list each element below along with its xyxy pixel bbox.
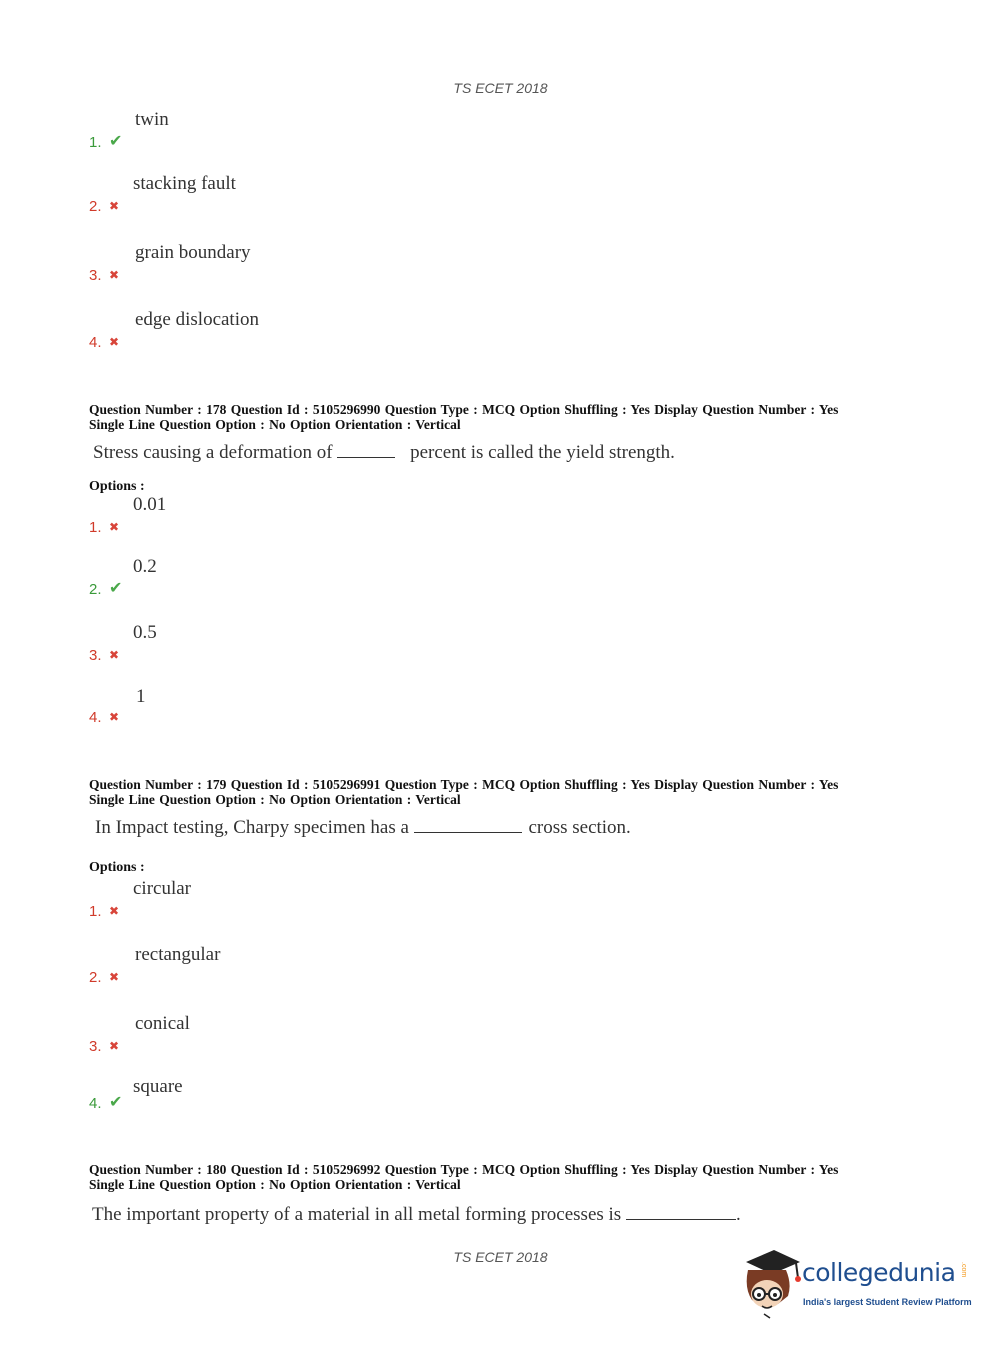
option-number: 1.	[89, 134, 102, 151]
question-text-part1: Stress causing a deformation of	[93, 442, 333, 463]
cross-icon: ✖	[109, 520, 120, 534]
answer-blank	[337, 441, 395, 458]
cross-icon: ✖	[109, 904, 120, 918]
option-text: circular	[133, 878, 192, 899]
cross-icon: ✖	[109, 335, 120, 349]
collegedunia-logo	[740, 1248, 980, 1320]
option-text: edge dislocation	[135, 309, 259, 330]
q178-meta	[89, 402, 919, 432]
page-header: TS ECET 2018	[453, 80, 548, 96]
option-number: 3.	[89, 1038, 102, 1055]
options-label: Options :	[89, 479, 145, 494]
option-number: 3.	[89, 647, 102, 664]
question-text-part2: .	[735, 1204, 741, 1225]
option-number: 2.	[89, 198, 102, 215]
answer-blank	[626, 1203, 736, 1220]
option-number: 1.	[89, 519, 102, 536]
option-text: 0.5	[133, 622, 157, 643]
option-number: 2.	[89, 581, 102, 598]
meta-line-2: Single Line Question Option : No Option Orientation : Vertical	[89, 417, 461, 432]
cross-icon: ✖	[109, 710, 120, 724]
option-number: 4.	[89, 709, 102, 726]
option-text: square	[133, 1076, 183, 1097]
q178-question	[93, 441, 675, 464]
logo-suffix: .com	[960, 1262, 967, 1278]
q180-question	[92, 1203, 741, 1226]
question-text-part2: cross section.	[528, 817, 631, 838]
logo-tagline: India's largest Student Review Platform	[803, 1297, 972, 1307]
question-text-part2: percent is called the yield strength.	[410, 442, 675, 463]
meta-line-1: Question Number : 180 Question Id : 5105296992 Question Type : MCQ Option Shuffling : Yes Display Question Number : Yes	[89, 1162, 839, 1177]
option-number: 3.	[89, 267, 102, 284]
option-number: 1.	[89, 903, 102, 920]
q179-question	[95, 816, 631, 839]
question-text-part1: The important property of a material in all metal forming processes is	[92, 1204, 622, 1225]
options-label: Options :	[89, 860, 145, 875]
option-text: twin	[135, 109, 169, 130]
meta-line-2: Single Line Question Option : No Option Orientation : Vertical	[89, 792, 461, 807]
meta-line-1: Question Number : 179 Question Id : 5105296991 Question Type : MCQ Option Shuffling : Yes Display Question Number : Yes	[89, 777, 839, 792]
q179-meta	[89, 777, 919, 807]
check-icon: ✔	[109, 1092, 123, 1111]
logo-wordmark: collegedunia	[802, 1258, 956, 1287]
cross-icon: ✖	[109, 1039, 120, 1053]
option-number: 4.	[89, 1095, 102, 1112]
option-text: stacking fault	[133, 173, 236, 194]
q180-meta	[89, 1162, 919, 1192]
option-text: grain boundary	[135, 242, 251, 263]
meta-line-2: Single Line Question Option : No Option Orientation : Vertical	[89, 1177, 461, 1192]
page-footer: TS ECET 2018	[453, 1249, 548, 1265]
option-number: 2.	[89, 969, 102, 986]
option-text: rectangular	[135, 944, 221, 965]
cross-icon: ✖	[109, 199, 120, 213]
meta-line-1: Question Number : 178 Question Id : 5105296990 Question Type : MCQ Option Shuffling : Yes Display Question Number : Yes	[89, 402, 839, 417]
answer-blank	[414, 816, 522, 833]
mascot-icon	[740, 1248, 802, 1320]
option-number: 4.	[89, 334, 102, 351]
option-text: 0.2	[133, 556, 157, 577]
check-icon: ✔	[109, 131, 123, 150]
option-text: 1	[136, 686, 146, 707]
option-text: 0.01	[133, 494, 167, 515]
check-icon: ✔	[109, 578, 123, 597]
cross-icon: ✖	[109, 970, 120, 984]
cross-icon: ✖	[109, 268, 120, 282]
question-text-part1: In Impact testing, Charpy specimen has a	[95, 817, 409, 838]
cross-icon: ✖	[109, 648, 120, 662]
option-text: conical	[135, 1013, 190, 1034]
